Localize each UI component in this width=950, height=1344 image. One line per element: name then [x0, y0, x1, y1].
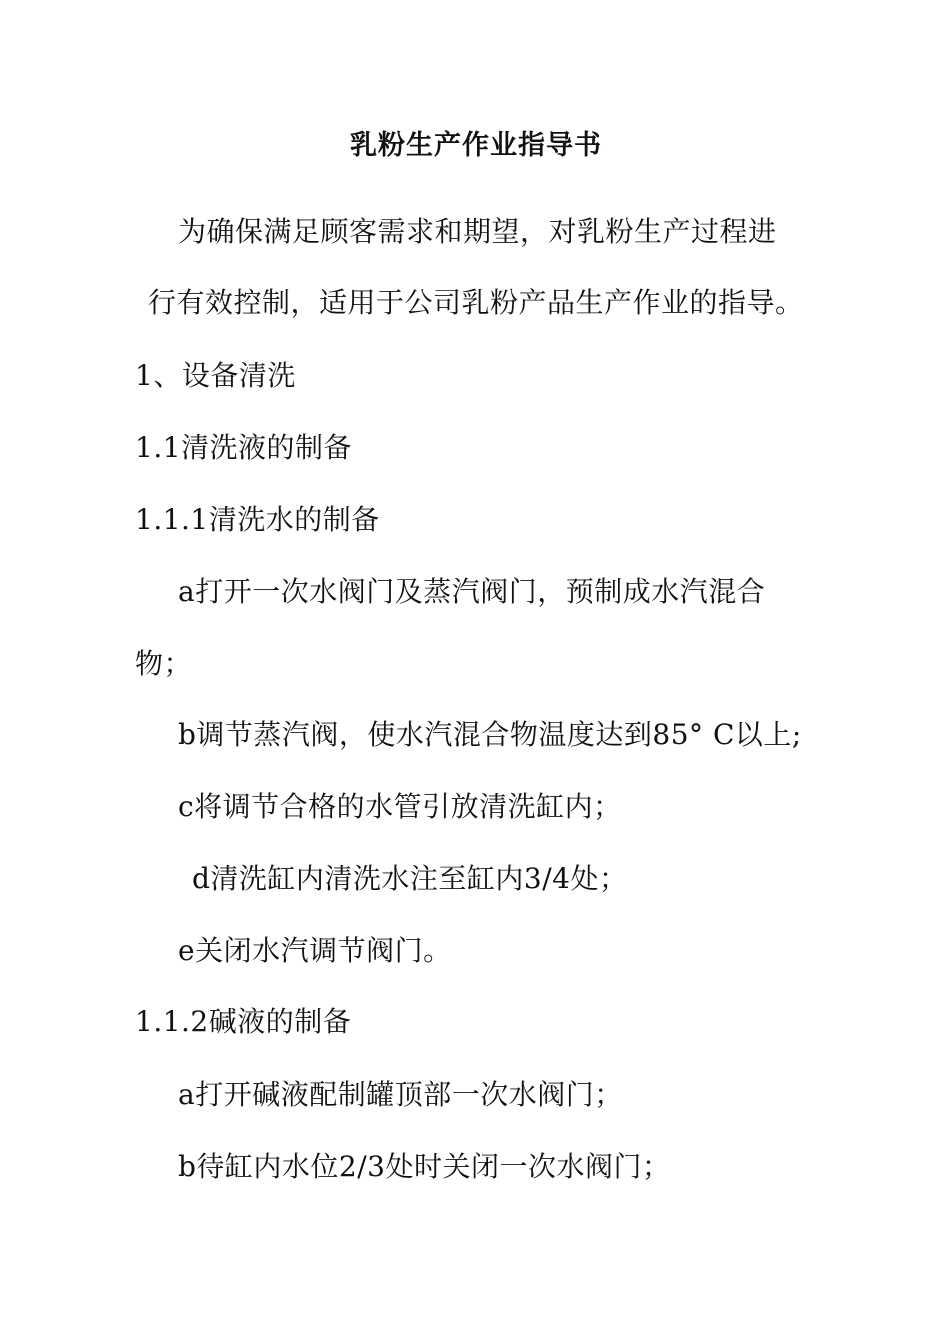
section-heading-1-1-2: 1.1.2碱液的制备 [135, 1005, 352, 1038]
step-1-1-1-c: c将调节合格的水管引放清洗缸内； [178, 790, 622, 823]
step-1-1-1-d: d清洗缸内清洗水注至缸内3/4处； [192, 862, 628, 895]
step-1-1-2-b: b待缸内水位2/3处时关闭一次水阀门； [178, 1150, 671, 1183]
step-1-1-1-b: b调节蒸汽阀，使水汽混合物温度达到85° C以上; [178, 718, 802, 751]
step-1-1-2-a: a打开碱液配制罐顶部一次水阀门； [178, 1078, 623, 1111]
section-heading-1-1-1: 1.1.1清洗水的制备 [135, 503, 380, 536]
intro-paragraph-line-1: 为确保满足顾客需求和期望，对乳粉生产过程进 [178, 215, 777, 248]
document-title: 乳粉生产作业指导书 [350, 130, 602, 161]
step-1-1-1-a-line-2: 物； [135, 647, 193, 680]
section-heading-1: 1、设备清洗 [135, 359, 296, 392]
section-heading-1-1: 1.1清洗液的制备 [135, 431, 353, 464]
step-1-1-1-e: e关闭水汽调节阀门。 [178, 934, 452, 967]
step-1-1-1-a-line-1: a打开一次水阀门及蒸汽阀门，预制成水汽混合 [178, 575, 766, 608]
intro-paragraph-line-2: 行有效控制，适用于公司乳粉产品生产作业的指导。 [148, 286, 804, 319]
